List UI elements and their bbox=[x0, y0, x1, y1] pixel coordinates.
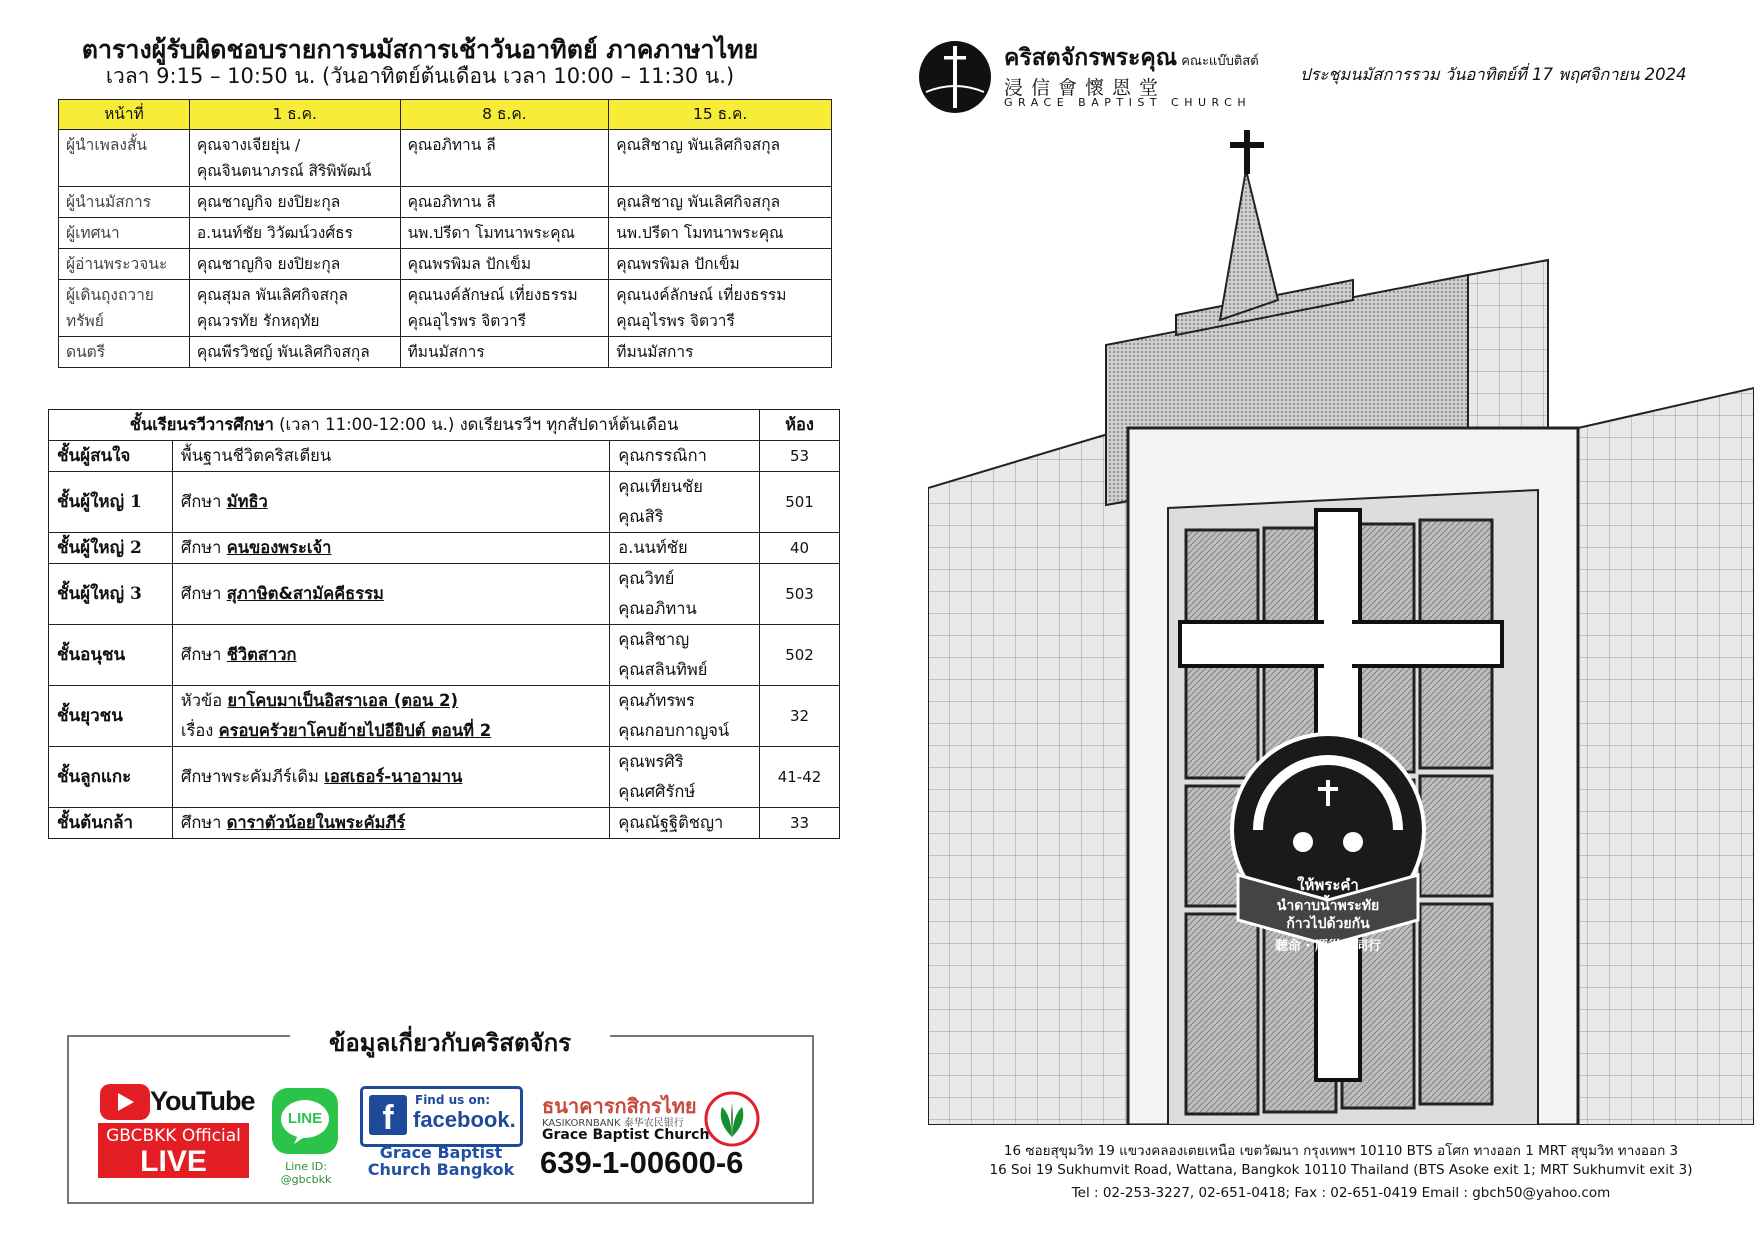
class-row bbox=[49, 472, 840, 533]
duty-role-cell: ดนตรี bbox=[59, 337, 190, 368]
duty-row bbox=[59, 130, 832, 187]
class-topic-cell bbox=[172, 625, 609, 686]
class-teacher: คุณพรศิริ คุณศศิรักษ์ bbox=[610, 747, 760, 808]
service-date: ประชุมนมัสการรวม วันอาทิตย์ที่ 17 พฤศจิกายน 2024 bbox=[1300, 65, 1687, 84]
class-header-room: ห้อง bbox=[785, 415, 814, 434]
class-teacher: คุณภัทรพร คุณกอบกาญจน์ bbox=[610, 686, 760, 747]
class-room: 503 bbox=[760, 564, 840, 625]
duty-header-row bbox=[59, 100, 832, 130]
duty-date-1-cell: คุณสุมล พันเลิศกิจสกุล คุณวรทัย รักหฤทัย bbox=[189, 280, 400, 337]
class-topic: คนของพระเจ้า bbox=[226, 538, 332, 557]
bank-account-number[interactable]: 639-1-00600-6 bbox=[540, 1145, 744, 1180]
class-topic-prefix: ศึกษา bbox=[180, 813, 227, 832]
header-date-1: 1 ธ.ค. bbox=[189, 100, 400, 130]
class-row bbox=[49, 441, 840, 472]
address-english: 16 Soi 19 Sukhumvit Road, Wattana, Bangkok 10110 Thailand (BTS Asoke exit 1; MRT Sukhumvit exit 3) bbox=[989, 1162, 1693, 1178]
church-name-thai-denomination: คณะแบ๊บติสต์ bbox=[1177, 54, 1259, 69]
class-name: ชั้นผู้ใหญ่ 3 bbox=[49, 564, 173, 625]
class-name: ชั้นผู้สนใจ bbox=[49, 441, 173, 472]
duty-date-1-cell: อ.นนท์ชัย วิวัฒน์วงศ์ธร bbox=[189, 218, 400, 249]
church-name-chinese: 浸信會懷恩堂 bbox=[1004, 77, 1167, 99]
duty-date-2-cell: นพ.ปรีดา โมทนาพระคุณ bbox=[400, 218, 609, 249]
emblem-text-2: นำดาบน้ำพระทัย bbox=[1276, 898, 1380, 914]
class-topic-prefix: ศึกษา bbox=[180, 584, 227, 603]
bank-name-thai: ธนาคารกสิกรไทย bbox=[542, 1094, 697, 1118]
line-brand: LINE bbox=[287, 1110, 323, 1127]
header-date-3: 15 ธ.ค. bbox=[609, 100, 832, 130]
class-topic-prefix: ศึกษา bbox=[180, 538, 227, 557]
class-topic: มัทธิว bbox=[226, 492, 268, 511]
class-row bbox=[49, 533, 840, 564]
header-date-2: 8 ธ.ค. bbox=[400, 100, 609, 130]
bank-name-english: KASIKORNBANK 泰华农民银行 bbox=[542, 1118, 684, 1129]
header-role: หน้าที่ bbox=[59, 100, 190, 130]
class-topic-cell bbox=[172, 564, 609, 625]
youtube-live-label: LIVE bbox=[140, 1145, 207, 1178]
facebook-brand: facebook. bbox=[413, 1107, 516, 1132]
class-topic-cell bbox=[172, 747, 609, 808]
duty-date-3-cell: นพ.ปรีดา โมทนาพระคุณ bbox=[609, 218, 832, 249]
contact-info: Tel : 02-253-3227, 02-651-0418; Fax : 02-651-0419 Email : gbch50@yahoo.com bbox=[1071, 1185, 1611, 1201]
class-topic-cell bbox=[172, 686, 609, 747]
class-name: ชั้นอนุชน bbox=[49, 625, 173, 686]
sunday-school-table bbox=[48, 409, 840, 839]
church-info-title: ข้อมูลเกี่ยวกับคริสตจักร bbox=[290, 1023, 610, 1062]
kasikornbank-logo-icon bbox=[704, 1091, 760, 1147]
class-teacher: คุณวิทย์ คุณอภิทาน bbox=[610, 564, 760, 625]
church-name-english: GRACE BAPTIST CHURCH bbox=[1004, 96, 1252, 109]
youtube-channel: GBCBKK Official bbox=[106, 1126, 241, 1146]
duty-schedule-title: ตารางผู้รับผิดชอบรายการนมัสการเช้าวันอาทิตย์ ภาคภาษาไทย bbox=[81, 35, 759, 64]
duty-table bbox=[58, 99, 832, 368]
address-thai: 16 ซอยสุขุมวิท 19 แขวงคลองเตยเหนือ เขตวัฒนา กรุงเทพฯ 10110 BTS อโศก ทางออก 1 MRT สุขุมวิท ทางออก 3 bbox=[1003, 1143, 1679, 1159]
youtube-live-badge[interactable] bbox=[98, 1123, 249, 1178]
class-room: 502 bbox=[760, 625, 840, 686]
bank-account-name: Grace Baptist Church bbox=[542, 1127, 710, 1143]
class-room: 32 bbox=[760, 686, 840, 747]
duty-date-3-cell: คุณสิชาญ พันเลิศกิจสกุล bbox=[609, 187, 832, 218]
duty-date-1-cell: คุณจางเจียยุ่น / คุณจินตนาภรณ์ สิริพิพัฒน์ bbox=[189, 130, 400, 187]
duty-row bbox=[59, 187, 832, 218]
class-topic-prefix-2: เรื่อง bbox=[180, 721, 219, 740]
duty-date-2-cell: คุณอภิทาน ลี bbox=[400, 130, 609, 187]
class-topic-cell bbox=[172, 808, 609, 839]
line-icon[interactable] bbox=[272, 1088, 338, 1154]
class-name: ชั้นผู้ใหญ่ 1 bbox=[49, 472, 173, 533]
class-topic: ชีวิตสาวก bbox=[226, 645, 297, 664]
emblem-text-3: ก้าวไปด้วยกัน bbox=[1286, 916, 1370, 932]
facebook-page-name: Grace Baptist Church Bangkok bbox=[367, 1143, 515, 1179]
duty-date-2-cell: ทีมนมัสการ bbox=[400, 337, 609, 368]
class-room: 41-42 bbox=[760, 747, 840, 808]
duty-date-2-cell: คุณนงค์ลักษณ์ เที่ยงธรรม คุณอุไรพร จิตวารี bbox=[400, 280, 609, 337]
class-topic: ดาราตัวน้อยในพระคัมภีร์ bbox=[226, 813, 406, 832]
class-row bbox=[49, 564, 840, 625]
class-name: ชั้นยุวชน bbox=[49, 686, 173, 747]
duty-role-cell: ผู้นำนมัสการ bbox=[59, 187, 190, 218]
class-topic: ยาโคบมาเป็นอิสราเอล (ตอน 2) bbox=[227, 691, 458, 710]
emblem-text-1: ให้พระคำ bbox=[1297, 876, 1359, 894]
class-topic-prefix: หัวข้อ bbox=[180, 691, 228, 710]
duty-row bbox=[59, 337, 832, 368]
class-topic-cell bbox=[172, 533, 609, 564]
duty-date-3-cell: คุณพรพิมล ปักเข็ม bbox=[609, 249, 832, 280]
line-id-value: @gbcbkk bbox=[280, 1173, 332, 1186]
class-teacher: คุณณัฐฐิติชญา bbox=[610, 808, 760, 839]
duty-schedule-subtitle: เวลา 9:15 – 10:50 น. (วันอาทิตย์ต้นเดือน เวลา 10:00 – 11:30 น.) bbox=[105, 64, 735, 88]
youtube-brand: YouTube bbox=[150, 1086, 255, 1116]
class-topic-2: ครอบครัวยาโคบย้ายไปอียิปต์ ตอนที่ 2 bbox=[218, 721, 492, 740]
class-room: 40 bbox=[760, 533, 840, 564]
class-name: ชั้นผู้ใหญ่ 2 bbox=[49, 533, 173, 564]
facebook-badge[interactable] bbox=[360, 1086, 523, 1147]
class-header-row bbox=[49, 410, 840, 441]
class-teacher: คุณกรรณิกา bbox=[610, 441, 760, 472]
class-row bbox=[49, 808, 840, 839]
duty-date-1-cell: คุณชาญกิจ ยงปิยะกุล bbox=[189, 249, 400, 280]
emblem-text-4: 聽命 · 順從 · 同行 bbox=[1275, 939, 1381, 954]
duty-date-3-cell: คุณนงค์ลักษณ์ เที่ยงธรรม คุณอุไรพร จิตวารี bbox=[609, 280, 832, 337]
line-id-text bbox=[258, 1160, 354, 1186]
class-teacher: คุณเทียนชัย คุณสิริ bbox=[610, 472, 760, 533]
duty-date-2-cell: คุณพรพิมล ปักเข็ม bbox=[400, 249, 609, 280]
duty-row bbox=[59, 249, 832, 280]
class-header-note: (เวลา 11:00-12:00 น.) งดเรียนรวีฯ ทุกสัปดาห์ต้นเดือน bbox=[273, 415, 679, 434]
class-topic-cell bbox=[172, 441, 609, 472]
class-topic: เอสเธอร์-นาอามาน bbox=[324, 767, 463, 786]
class-teacher: อ.นนท์ชัย bbox=[610, 533, 760, 564]
duty-role-cell: ผู้อ่านพระวจนะ bbox=[59, 249, 190, 280]
line-id-label: Line ID: bbox=[285, 1160, 327, 1173]
class-topic-prefix: พื้นฐานชีวิตคริสเตียน bbox=[180, 446, 332, 465]
duty-role-cell: ผู้นำเพลงสั้น bbox=[59, 130, 190, 187]
duty-row bbox=[59, 280, 832, 337]
church-name-thai bbox=[1004, 40, 1259, 76]
class-teacher: คุณสิชาญ คุณสลินทิพย์ bbox=[610, 625, 760, 686]
class-topic-cell bbox=[172, 472, 609, 533]
facebook-icon: f bbox=[369, 1095, 407, 1135]
duty-date-1-cell: คุณชาญกิจ ยงปิยะกุล bbox=[189, 187, 400, 218]
duty-date-2-cell: คุณอภิทาน ลี bbox=[400, 187, 609, 218]
class-header-title: ชั้นเรียนรวีวารศึกษา bbox=[129, 415, 274, 434]
church-name-thai-main: คริสตจักรพระคุณ bbox=[1004, 45, 1178, 71]
class-topic-prefix: ศึกษา bbox=[180, 645, 227, 664]
duty-role-cell: ผู้เทศนา bbox=[59, 218, 190, 249]
duty-date-3-cell: คุณสิชาญ พันเลิศกิจสกุล bbox=[609, 130, 832, 187]
duty-date-3-cell: ทีมนมัสการ bbox=[609, 337, 832, 368]
class-row bbox=[49, 747, 840, 808]
class-row bbox=[49, 686, 840, 747]
class-room: 33 bbox=[760, 808, 840, 839]
class-name: ชั้นต้นกล้า bbox=[49, 808, 173, 839]
class-room: 53 bbox=[760, 441, 840, 472]
class-row bbox=[49, 625, 840, 686]
duty-row bbox=[59, 218, 832, 249]
class-room: 501 bbox=[760, 472, 840, 533]
class-topic-prefix: ศึกษาพระคัมภีร์เดิม bbox=[180, 767, 325, 786]
church-building-illustration bbox=[928, 130, 1754, 1125]
duty-date-1-cell: คุณพีรวิชญ์ พันเลิศกิจสกุล bbox=[189, 337, 400, 368]
duty-role-cell: ผู้เดินถุงถวาย ทรัพย์ bbox=[59, 280, 190, 337]
facebook-find-us: Find us on: bbox=[415, 1093, 491, 1107]
class-topic: สุภาษิต&สามัคคีธรรม bbox=[226, 584, 384, 603]
class-name: ชั้นลูกแกะ bbox=[49, 747, 173, 808]
church-logo-icon bbox=[918, 40, 992, 114]
class-topic-prefix: ศึกษา bbox=[180, 492, 227, 511]
